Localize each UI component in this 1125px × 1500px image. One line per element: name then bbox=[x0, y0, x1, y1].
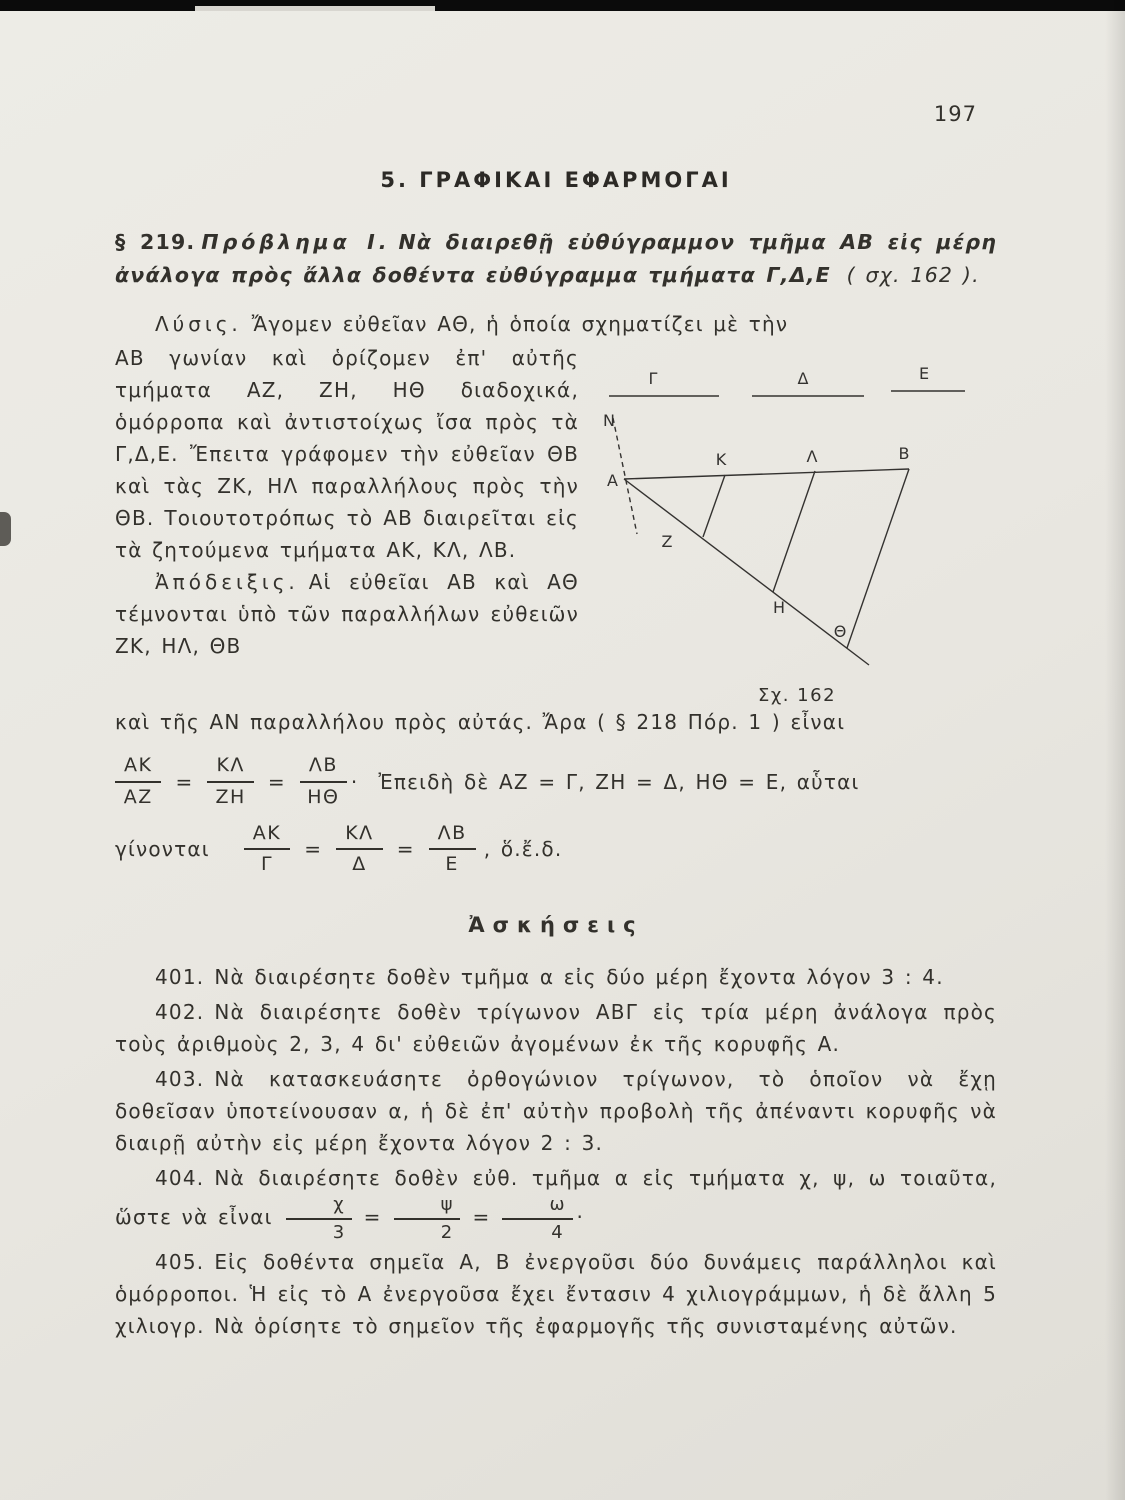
proportion-equation-1 bbox=[115, 754, 997, 810]
fraction-numerator: ω bbox=[502, 1194, 572, 1220]
exercise-text: Νὰ διαιρέσητε δοθὲν εὐθ. τμῆμα α εἰς τμήματα χ, ψ, ω τοιαῦτα, ὥστε νὰ εἶναι bbox=[115, 1166, 997, 1230]
solution-line1-text: Ἄγομεν εὐθεῖαν ΑΘ, ἡ ὁποία σχηματίζει μὲ τὴν bbox=[251, 312, 789, 336]
fraction-denominator: Ε bbox=[445, 853, 459, 876]
label-gamma: Γ bbox=[648, 369, 658, 388]
label-K: K bbox=[715, 450, 727, 469]
equals-sign: = bbox=[175, 769, 194, 794]
fraction-numerator: ΛΒ bbox=[300, 754, 347, 783]
fraction-numerator: ΑΚ bbox=[244, 822, 290, 851]
page-edge-shadow bbox=[1105, 0, 1125, 1500]
figure-162 bbox=[597, 342, 997, 706]
fraction-KL-ZH bbox=[207, 754, 253, 810]
fraction-denominator: ΖΗ bbox=[215, 785, 246, 808]
problem-label: Πρόβλημα Ι. bbox=[201, 230, 391, 254]
exercise-number: 401. bbox=[155, 965, 205, 989]
label-N: N bbox=[603, 411, 615, 430]
label-B: B bbox=[898, 444, 910, 463]
solution-wrapped-text: ΑΒ γωνίαν καὶ ὁρίζομεν ἐπ' αὐτῆς τμήματα ΑΖ, ΖΗ, ΗΘ διαδοχικά, ὁμόρροπα καὶ ἀντιστοίχως ἴσα πρὸς τὰ Γ,Δ,Ε. Ἔπειτα γράφομεν τὴν εὐθεῖαν ΘΒ καὶ τὰς ΖΚ, ΗΛ παραλλήλους πρὸς τὴν ΘΒ. Τοιουτοτρόπως τὸ ΑΒ διαιρεῖται εἰς τὰ ζητούμενα τμήματα ΑΚ, ΚΛ, ΛΒ. bbox=[115, 346, 579, 562]
fraction-LB-HTh bbox=[300, 754, 347, 810]
fraction-psi-2 bbox=[394, 1194, 461, 1243]
fraction-numerator: ψ bbox=[394, 1194, 461, 1220]
line-AB bbox=[624, 469, 909, 479]
text-and-figure-row bbox=[115, 342, 997, 706]
fraction-AK-Gamma bbox=[244, 822, 290, 878]
scan-smudge bbox=[0, 512, 11, 546]
fraction-omega-4 bbox=[502, 1194, 572, 1243]
exercises-list bbox=[115, 961, 997, 1342]
equals-sign: = bbox=[396, 837, 415, 862]
problem-number: § 219. bbox=[115, 230, 196, 254]
proof-label: Ἀπόδειξις. bbox=[155, 570, 299, 594]
exercise-text: Νὰ διαιρέσητε δοθὲν τμῆμα α εἰς δύο μέρη ἔχοντα λόγον 3 : 4. bbox=[214, 965, 944, 989]
exercise-405 bbox=[115, 1246, 997, 1342]
fraction-numerator: ΚΛ bbox=[336, 822, 382, 851]
exercise-text: Εἰς δοθέντα σημεῖα Α, Β ἐνεργοῦσι δύο δυνάμεις παράλληλοι καὶ ὁμόρροποι. Ἡ εἰς τὸ Α ἐνεργοῦσα ἔχει ἔντασιν 4 χιλιογράμμων, ἡ δὲ ἄλλη 5 χιλιογρ. Νὰ ὁρίσητε τὸ σημεῖον τῆς ἐφαρμογῆς τῆς συνισταμένης αὐτῶν. bbox=[115, 1250, 997, 1339]
line-A-Theta bbox=[624, 479, 869, 665]
problem-statement bbox=[115, 226, 997, 292]
line-H-Lambda bbox=[773, 471, 815, 592]
exercise-403 bbox=[115, 1063, 997, 1159]
figure-drawing bbox=[597, 366, 997, 681]
exercise-number: 402. bbox=[155, 1000, 205, 1024]
exercise-402 bbox=[115, 996, 997, 1060]
exercises-heading: Ἀσκήσεις bbox=[468, 913, 644, 937]
exercise-text: Νὰ κατασκευάσητε ὀρθογώνιον τρίγωνον, τὸ ὁποῖον νὰ ἔχῃ δοθεῖσαν ὑποτείνουσαν α, ἡ δὲ ἐπ' αὐτὴν προβολὴ τῆς ἀπέναντι κορυφῆς νὰ διαιρῇ αὐτὴν εἰς μέρη ἔχοντα λόγον 2 : 3. bbox=[115, 1067, 997, 1155]
proportion-equation-2 bbox=[115, 822, 997, 878]
figure-caption: Σχ. 162 bbox=[757, 685, 837, 706]
problem-body: Νὰ διαιρεθῇ εὐθύγραμμον τμῆμα ΑΒ εἰς μέρη ἀνάλογα πρὸς ἄλλα δοθέντα εὐθύγραμμα τμήματα Γ,Δ,Ε bbox=[115, 230, 997, 287]
fraction-denominator: 2 bbox=[440, 1221, 454, 1243]
proof-narrow-text: Αἱ εὐθεῖαι ΑΒ καὶ ΑΘ τέμνονται ὑπὸ τῶν παραλλήλων εὐθειῶν ΖΚ, ΗΛ, ΘΒ bbox=[115, 570, 579, 658]
label-Z: Z bbox=[661, 532, 673, 551]
label-Theta: Θ bbox=[833, 622, 847, 641]
fraction-LB-Epsilon bbox=[429, 822, 476, 878]
page-content bbox=[115, 0, 997, 1342]
narrow-text-column bbox=[115, 342, 579, 706]
fraction-denominator: ΗΘ bbox=[307, 785, 340, 808]
figure-reference: ( σχ. 162 ). bbox=[846, 263, 980, 287]
equals-sign: = bbox=[363, 1205, 382, 1230]
label-Lambda: Λ bbox=[806, 447, 818, 466]
equals-sign: = bbox=[304, 837, 323, 862]
fraction-denominator: Γ bbox=[260, 853, 274, 876]
fraction-chi-3 bbox=[286, 1194, 351, 1243]
label-A: A bbox=[607, 471, 618, 490]
fraction-AK-AZ bbox=[115, 754, 161, 810]
equals-sign: = bbox=[472, 1205, 491, 1230]
exercise-text: Νὰ διαιρέσητε δοθὲν τρίγωνον ΑΒΓ εἰς τρία μέρη ἀνάλογα πρὸς τοὺς ἀριθμοὺς 2, 3, 4 δι' εὐθειῶν ἀγομένων ἐκ τῆς κορυφῆς Α. bbox=[115, 1000, 997, 1056]
solution-label: Λύσις. bbox=[155, 312, 242, 336]
fraction-denominator: Δ bbox=[352, 853, 367, 876]
proof-continuation: καὶ τῆς ΑΝ παραλλήλου πρὸς αὐτάς. Ἄρα ( § 218 Πόρ. 1 ) εἶναι bbox=[115, 710, 846, 734]
equation2-lead-text: γίνονται bbox=[115, 837, 210, 862]
fraction-KL-Delta bbox=[336, 822, 382, 878]
section-heading: 5. ΓΡΑΦΙΚΑΙ ΕΦΑΡΜΟΓΑΙ bbox=[380, 168, 732, 192]
middle-dot: · bbox=[576, 1205, 585, 1230]
label-delta: Δ bbox=[797, 369, 809, 388]
proof-paragraph bbox=[115, 566, 579, 662]
exercise-number: 405. bbox=[155, 1250, 205, 1275]
fraction-numerator: ΑΚ bbox=[115, 754, 161, 783]
equation1-tail-text: Ἐπειδὴ δὲ ΑΖ = Γ, ΖΗ = Δ, ΗΘ = Ε, αὗται bbox=[378, 769, 860, 794]
fraction-numerator: ΛΒ bbox=[429, 822, 476, 851]
fraction-numerator: ΚΛ bbox=[207, 754, 253, 783]
exercise-number: 403. bbox=[155, 1067, 205, 1091]
fraction-denominator: 4 bbox=[551, 1221, 564, 1243]
middle-dot: · bbox=[350, 769, 359, 794]
fraction-denominator: ΑΖ bbox=[123, 785, 153, 808]
line-Theta-B bbox=[847, 469, 909, 648]
fraction-numerator: χ bbox=[286, 1194, 351, 1220]
exercise-number: 404. bbox=[155, 1166, 205, 1190]
line-ZK bbox=[703, 475, 725, 537]
fraction-denominator: 3 bbox=[332, 1221, 346, 1243]
label-H: H bbox=[772, 598, 786, 617]
exercise-404 bbox=[115, 1162, 997, 1243]
qed-text: , ὅ.ἔ.δ. bbox=[483, 837, 563, 862]
page-number: 197 bbox=[933, 102, 977, 126]
label-epsilon: Ε bbox=[918, 366, 930, 383]
exercise-401 bbox=[115, 961, 997, 993]
solution-first-line bbox=[115, 308, 997, 340]
equals-sign: = bbox=[267, 769, 286, 794]
